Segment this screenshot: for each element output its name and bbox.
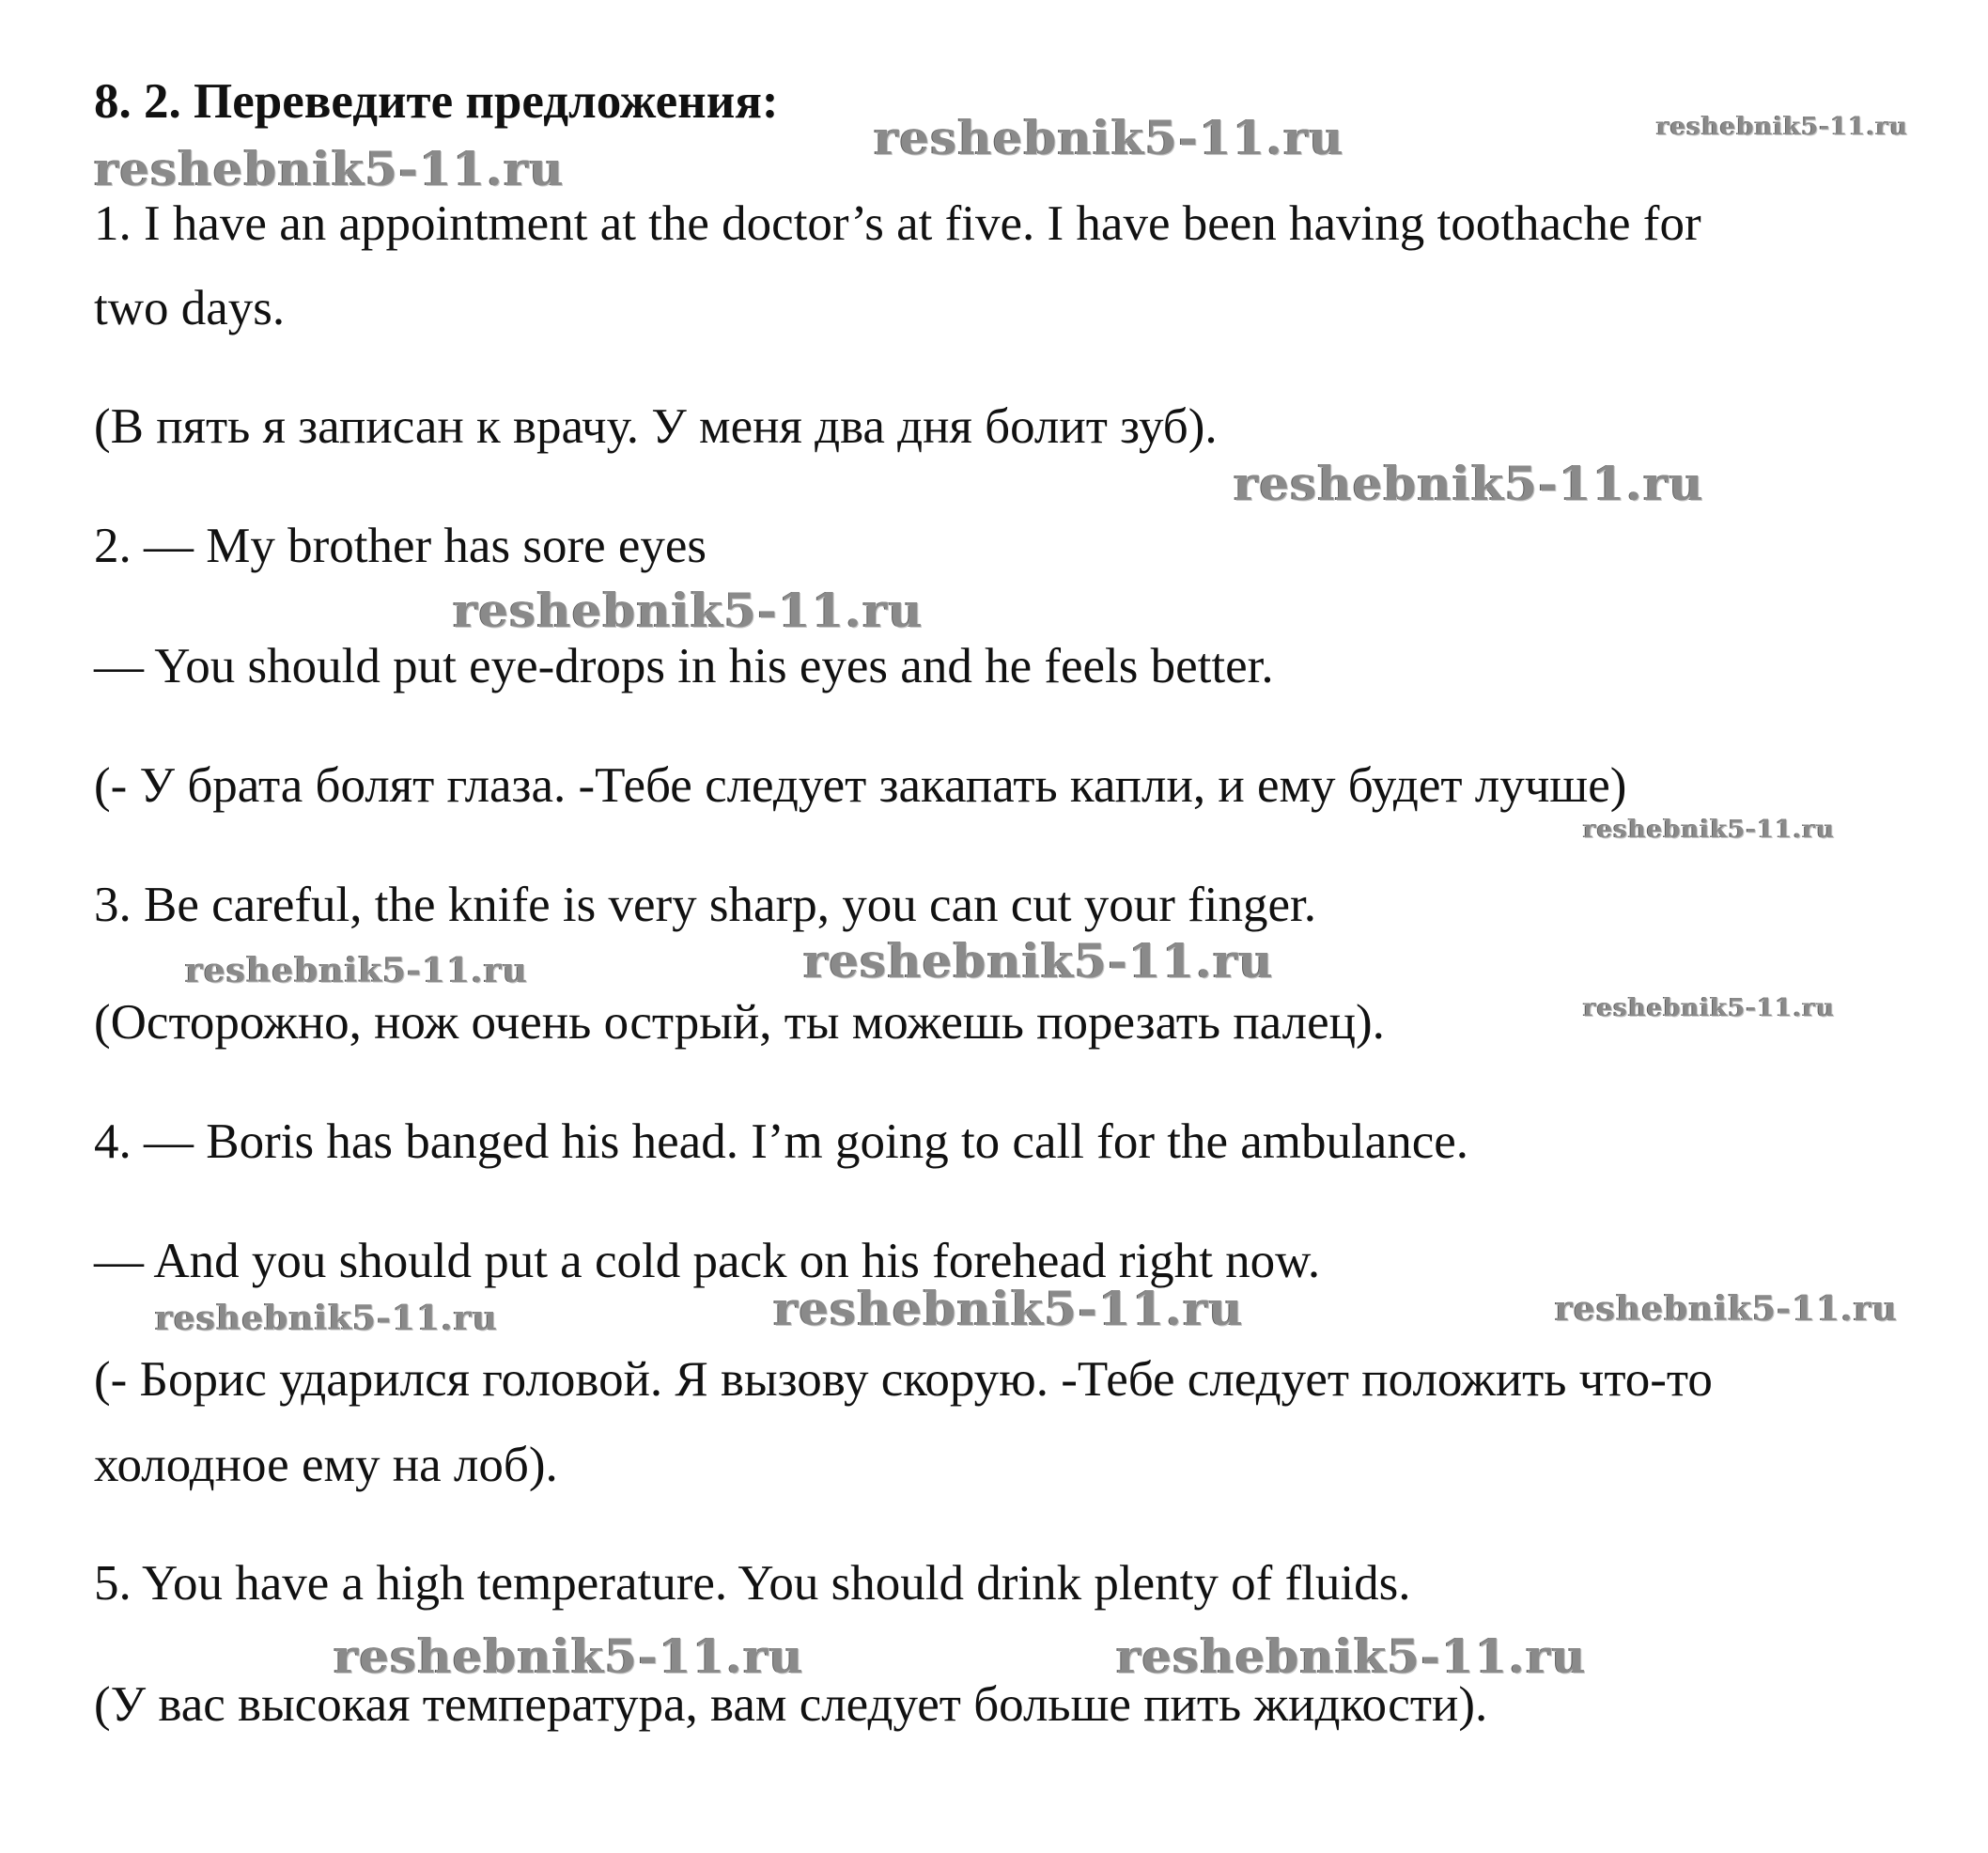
sentence-4-english-question: 4. — Boris has banged his head. I’m going to call for the ambulance. — [94, 1114, 1469, 1169]
watermark: reshebnik5-11.ru — [155, 1299, 498, 1338]
sentence-3-english: 3. Be careful, the knife is very sharp, you can cut your finger. — [94, 878, 1317, 932]
sentence-2-russian: (- У брата болят глаза. -Тебе следует закапать капли, и ему будет лучше) — [94, 758, 1627, 813]
watermark: reshebnik5-11.ru — [1656, 113, 1909, 141]
watermark: reshebnik5-11.ru — [803, 933, 1274, 989]
watermark: reshebnik5-11.ru — [773, 1281, 1244, 1336]
sentence-1-english-line-1: 1. I have an appointment at the doctor’s at five. I have been having toothache for — [94, 196, 1701, 251]
sentence-4-russian-line-1: (- Борис ударился головой. Я вызову скорую. -Тебе следует положить что-то — [94, 1352, 1713, 1407]
sentence-1-russian: (В пять я записан к врачу. У меня два дня болит зуб). — [94, 399, 1218, 454]
sentence-3-russian: (Осторожно, нож очень острый, ты можешь порезать палец). — [94, 995, 1385, 1050]
exercise-heading: 8. 2. Переведите предложения: — [94, 74, 779, 129]
watermark: reshebnik5-11.ru — [1116, 1628, 1587, 1684]
watermark: reshebnik5-11.ru — [453, 583, 924, 638]
watermark: reshebnik5-11.ru — [334, 1628, 804, 1684]
sentence-2-english-answer: — You should put eye-drops in his eyes and he feels better. — [94, 639, 1274, 693]
watermark: reshebnik5-11.ru — [874, 110, 1344, 165]
sentence-4-english-answer: — And you should put a cold pack on his forehead right now. — [94, 1234, 1321, 1288]
sentence-2-english-question: 2. — My brother has sore eyes — [94, 519, 707, 573]
sentence-5-russian: (У вас высокая температура, вам следует больше пить жидкости). — [94, 1677, 1488, 1732]
watermark: reshebnik5-11.ru — [1234, 456, 1704, 511]
watermark: reshebnik5-11.ru — [1583, 816, 1836, 844]
sentence-5-english: 5. You have a high temperature. You should drink plenty of fluids. — [94, 1556, 1411, 1611]
watermark: reshebnik5-11.ru — [1555, 1289, 1898, 1329]
watermark: reshebnik5-11.ru — [1583, 994, 1836, 1022]
watermark: reshebnik5-11.ru — [185, 951, 528, 990]
sentence-1-english-line-2: two days. — [94, 281, 286, 335]
watermark: reshebnik5-11.ru — [94, 141, 565, 196]
sentence-4-russian-line-2: холодное ему на лоб). — [94, 1438, 558, 1492]
